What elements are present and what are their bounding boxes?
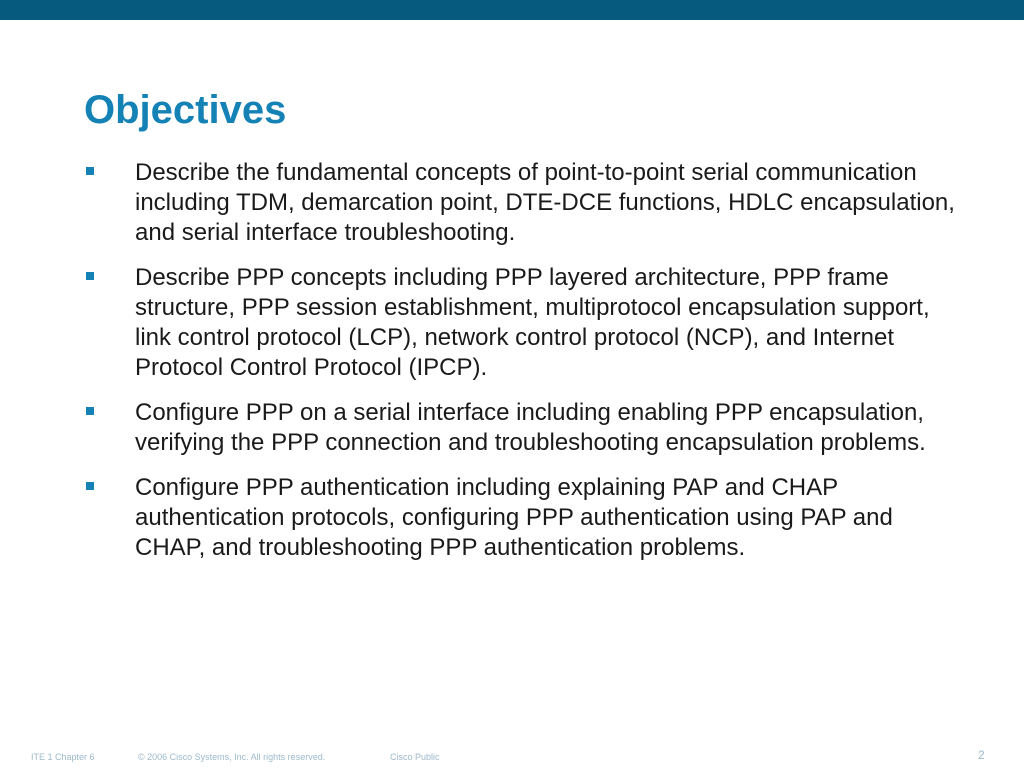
list-item bbox=[84, 158, 964, 248]
slide-footer bbox=[0, 752, 1024, 768]
page-number: 2 bbox=[978, 748, 985, 762]
list-item bbox=[84, 263, 964, 383]
bullet-text: Describe the fundamental concepts of point-to-point serial communication including TDM, demarcation point, DTE-DCE functions, HDLC encapsulation, and serial interface troubleshooting. bbox=[135, 159, 955, 246]
square-bullet-icon bbox=[86, 272, 94, 280]
list-item bbox=[84, 398, 964, 458]
footer-classification: Cisco Public bbox=[390, 752, 440, 762]
footer-copyright: © 2006 Cisco Systems, Inc. All rights reserved. bbox=[138, 752, 326, 762]
bullet-text: Configure PPP on a serial interface including enabling PPP encapsulation, verifying the PPP connection and troubleshooting encapsulation problems. bbox=[135, 399, 926, 456]
top-accent-bar bbox=[0, 0, 1024, 20]
footer-chapter: ITE 1 Chapter 6 bbox=[31, 752, 95, 762]
bullet-text: Configure PPP authentication including explaining PAP and CHAP authentication protocols, configuring PPP authentication using PAP and CHAP, and troubleshooting PPP authentication problems. bbox=[135, 474, 893, 561]
bullet-text: Describe PPP concepts including PPP layered architecture, PPP frame structure, PPP session establishment, multiprotocol encapsulation support, link control protocol (LCP), network control protocol (NCP), and Internet Protocol Control Protocol (IPCP). bbox=[135, 264, 930, 381]
square-bullet-icon bbox=[86, 407, 94, 415]
slide-title: Objectives bbox=[84, 88, 287, 132]
square-bullet-icon bbox=[86, 167, 94, 175]
square-bullet-icon bbox=[86, 482, 94, 490]
objectives-list bbox=[84, 158, 964, 578]
list-item bbox=[84, 473, 964, 563]
